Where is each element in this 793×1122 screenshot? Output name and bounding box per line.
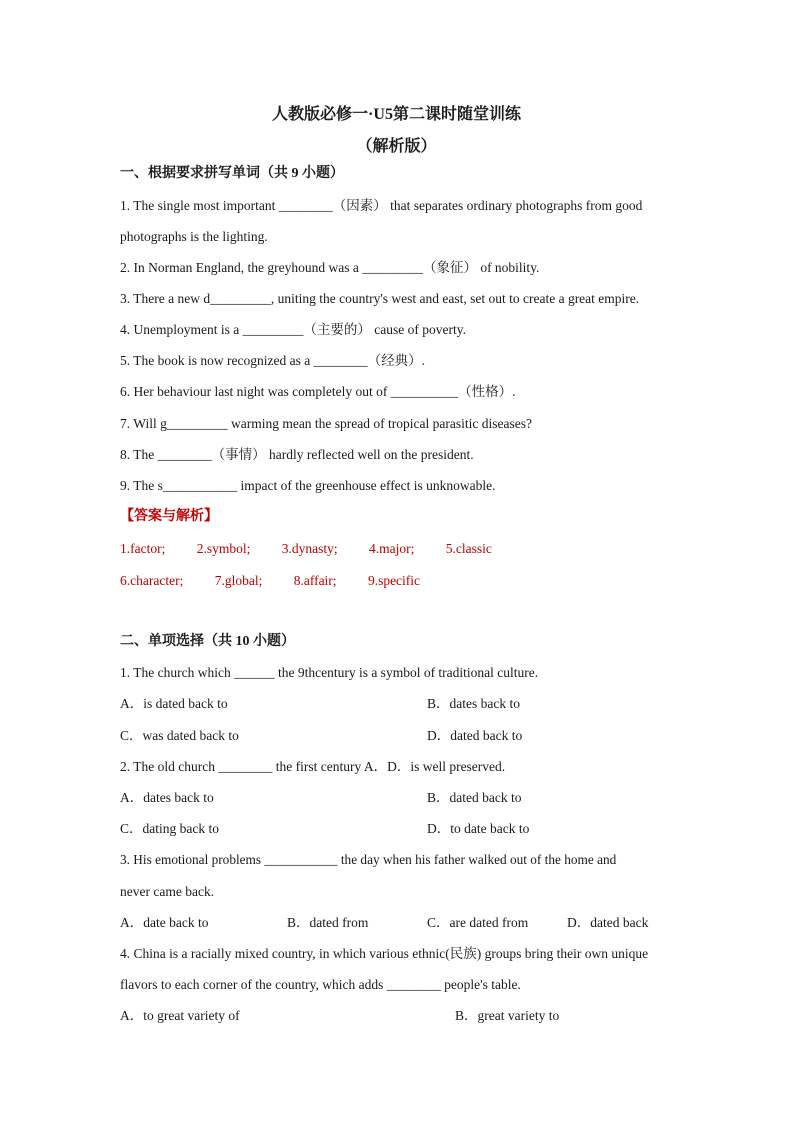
s1-question-9: 9. The s___________ impact of the greenhouse effect is unknowable. [120, 478, 496, 493]
s2-q1-option-c: C．was dated back to [120, 728, 239, 743]
s2-question-2: 2. The old church ________ the first century A．D．is well preserved. [120, 759, 506, 774]
answer-3: 3.dynasty; [281, 541, 338, 556]
section2-heading: 二、单项选择（共 10 小题） [120, 634, 295, 649]
s2-q3-option-d: D．dated back [567, 915, 649, 930]
s1-question-1-line2: photographs is the lighting. [120, 229, 268, 244]
section1-heading: 一、根据要求拼写单词（共 9 小题） [120, 166, 344, 181]
s2-q4-option-b: B．great variety to [455, 1008, 560, 1023]
answer-2: 2.symbol; [196, 541, 251, 556]
answer-heading: 【答案与解析】 [120, 509, 218, 524]
answer-1: 1.factor; [120, 541, 166, 556]
s1-question-5: 5. The book is now recognized as a ________（经典）. [120, 353, 425, 368]
s2-q1-option-d: D．dated back to [427, 728, 523, 743]
s2-question-3-line1: 3. His emotional problems ___________ the day when his father walked out of the home and [120, 852, 617, 867]
s1-question-2: 2. In Norman England, the greyhound was a _________（象征） of nobility. [120, 260, 540, 275]
answer-5: 5.classic [445, 541, 492, 556]
answer-6: 6.character; [120, 573, 184, 588]
s2-question-4-line1: 4. China is a racially mixed country, in which various ethnic(民族) groups bring their own unique [120, 946, 649, 961]
answer-8: 8.affair; [293, 573, 337, 588]
s2-question-1: 1. The church which ______ the 9thcentury is a symbol of traditional culture. [120, 665, 539, 680]
answer-9: 9.specific [367, 573, 421, 588]
s2-question-4-line2: flavors to each corner of the country, which adds ________ people's table. [120, 977, 521, 992]
s2-q3-option-c: C．are dated from [427, 915, 529, 930]
s2-q1-option-b: B．dates back to [427, 696, 520, 711]
page-subtitle: （解析版） [356, 138, 437, 155]
s2-q2-option-c: C．dating back to [120, 821, 219, 836]
s1-question-3: 3. There a new d_________, uniting the country's west and east, set out to create a great empire. [120, 291, 640, 306]
answers-row-1 [120, 540, 676, 558]
page-title: 人教版必修一·U5第二课时随堂训练 [272, 106, 521, 123]
s2-q1-option-a: A．is dated back to [120, 696, 228, 711]
s1-question-1-line1: 1. The single most important ________（因素） that separates ordinary photographs from good [120, 198, 643, 213]
s1-question-6: 6. Her behaviour last night was completely out of __________（性格）. [120, 384, 516, 399]
s2-q4-option-a: A．to great variety of [120, 1008, 240, 1023]
s1-question-4: 4. Unemployment is a _________（主要的） cause of poverty. [120, 322, 466, 337]
s1-question-7: 7. Will g_________ warming mean the spread of tropical parasitic diseases? [120, 416, 532, 431]
s1-question-8: 8. The ________（事情） hardly reflected well on the president. [120, 447, 474, 462]
s2-q2-option-b: B．dated back to [427, 790, 522, 805]
answer-4: 4.major; [369, 541, 415, 556]
s2-q2-option-d: D．to date back to [427, 821, 530, 836]
s2-question-3-line2: never came back. [120, 884, 215, 899]
s2-q2-option-a: A．dates back to [120, 790, 214, 805]
s2-q3-option-b: B．dated from [287, 915, 369, 930]
answers-row-2 [120, 572, 676, 590]
s2-q3-option-a: A．date back to [120, 915, 209, 930]
answer-7: 7.global; [214, 573, 263, 588]
